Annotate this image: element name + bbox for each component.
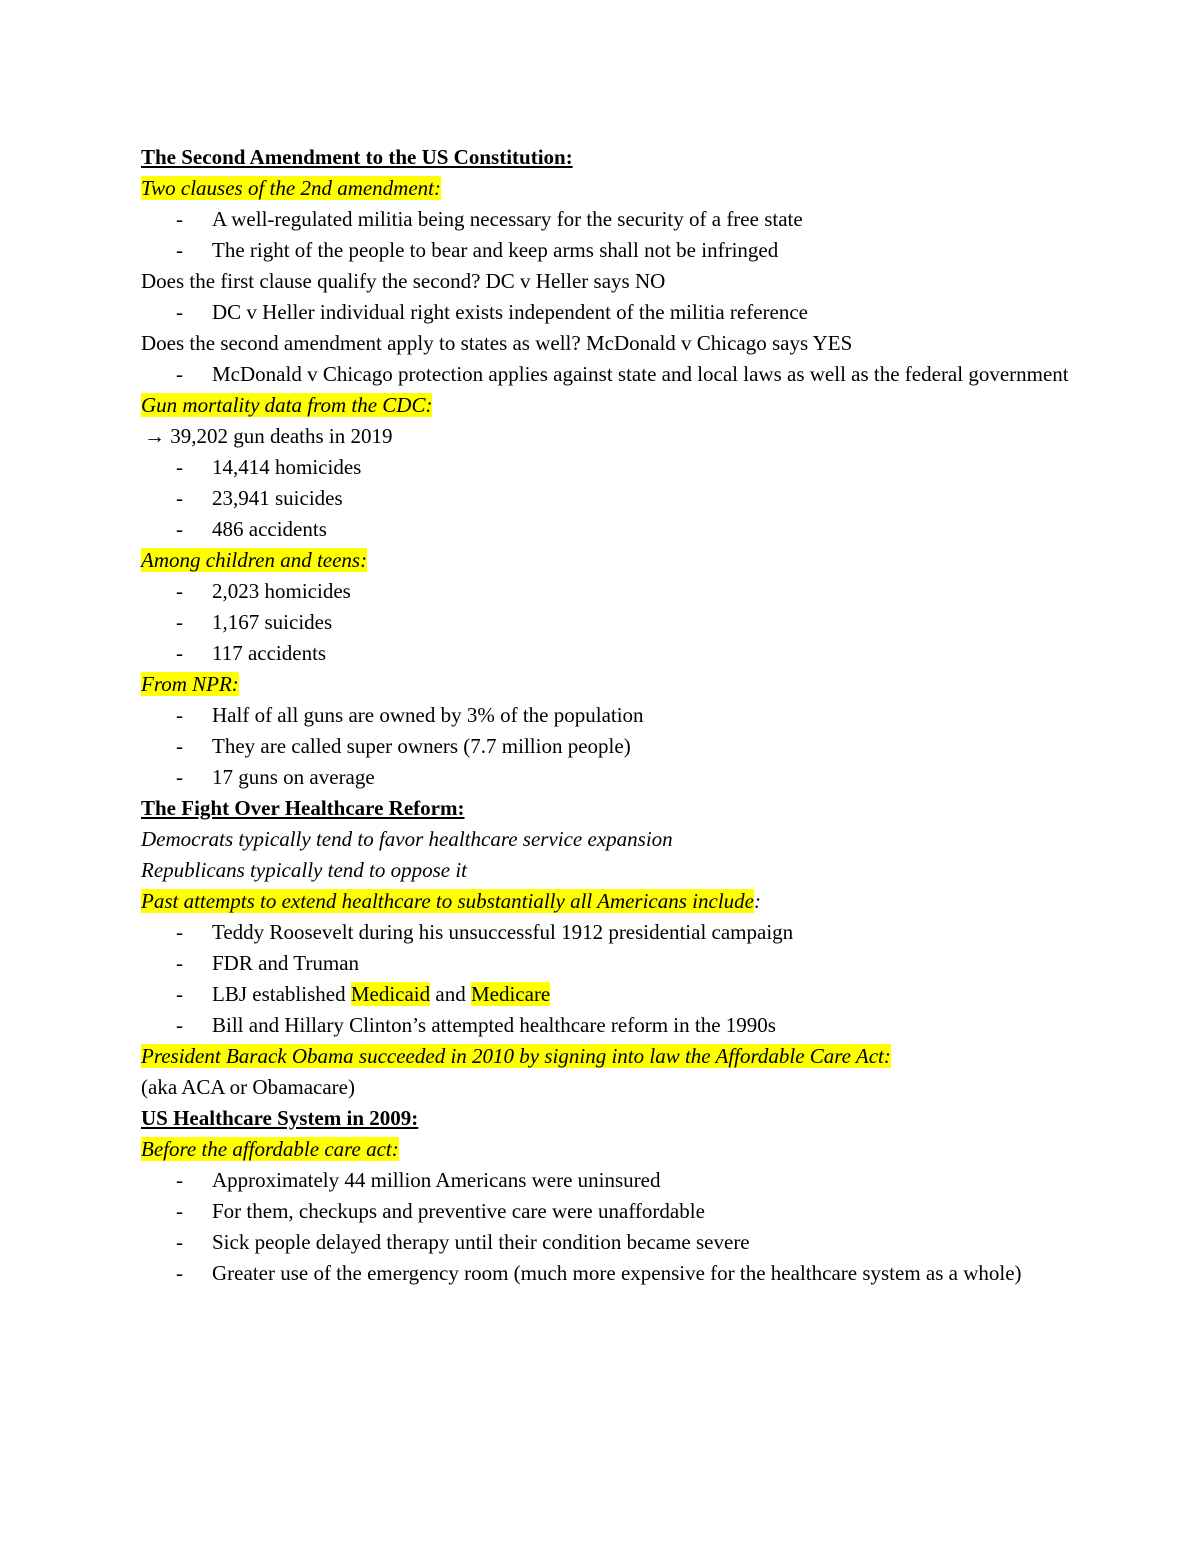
list-item <box>141 917 1101 948</box>
list-item <box>141 576 1101 607</box>
section-heading-second-amendment: The Second Amendment to the US Constitution: <box>141 145 573 169</box>
cdc-total: → 39,202 gun deaths in 2019 <box>144 424 393 448</box>
democrats-line: Democrats typically tend to favor healthcare service expansion <box>141 827 673 851</box>
bullet-dash: - <box>176 455 183 479</box>
bullet-dash: - <box>176 703 183 727</box>
question-first-clause: Does the first clause qualify the second? DC v Heller says NO <box>141 269 666 293</box>
list-item-text: Teddy Roosevelt during his unsuccessful 1912 presidential campaign <box>212 920 794 944</box>
list-item <box>141 359 1101 390</box>
obama-line: President Barack Obama succeeded in 2010 by signing into law the Affordable Care Act: <box>141 1044 891 1068</box>
list-item-text: 117 accidents <box>212 641 327 665</box>
past-attempts-colon: : <box>754 889 761 913</box>
children-label: Among children and teens: <box>141 548 368 572</box>
past-attempts-label: Past attempts to extend healthcare to substantially all Americans include <box>141 889 754 913</box>
medicaid-highlight: Medicaid <box>350 982 431 1006</box>
list-item-text: McDonald v Chicago protection applies against state and local laws as well as the federal government <box>212 362 1069 386</box>
list-item-text: 17 guns on average <box>212 765 375 789</box>
list-item <box>141 1010 1101 1041</box>
cdc-label: Gun mortality data from the CDC: <box>141 393 433 417</box>
lbj-and: and <box>430 982 471 1006</box>
list-item-text: Greater use of the emergency room (much more expensive for the healthcare system as a whole) <box>212 1261 1022 1285</box>
list-item-text: Approximately 44 million Americans were uninsured <box>212 1168 661 1192</box>
past-attempts-line <box>141 886 1101 917</box>
list-item-text: A well-regulated militia being necessary for the security of a free state <box>212 207 803 231</box>
bullet-dash: - <box>176 1199 183 1223</box>
list-item <box>141 204 1101 235</box>
bullet-dash: - <box>176 517 183 541</box>
list-item <box>141 1165 1101 1196</box>
list-item <box>141 483 1101 514</box>
list-item <box>141 452 1101 483</box>
clauses-label: Two clauses of the 2nd amendment: <box>141 176 441 200</box>
bullet-dash: - <box>176 1013 183 1037</box>
medicare-highlight: Medicare <box>470 982 551 1006</box>
list-item-text: 14,414 homicides <box>212 455 362 479</box>
bullet-dash: - <box>176 207 183 231</box>
list-item <box>141 235 1101 266</box>
bullet-dash: - <box>176 1261 183 1285</box>
bullet-dash: - <box>176 1230 183 1254</box>
question-states: Does the second amendment apply to states as well? McDonald v Chicago says YES <box>141 331 853 355</box>
section-heading-healthcare: The Fight Over Healthcare Reform: <box>141 796 465 820</box>
list-item-text: 486 accidents <box>212 517 327 541</box>
list-item <box>141 514 1101 545</box>
lbj-prefix: LBJ established <box>212 982 351 1006</box>
list-item-text: The right of the people to bear and keep arms shall not be infringed <box>212 238 779 262</box>
bullet-dash: - <box>176 765 183 789</box>
list-item-text: They are called super owners (7.7 million people) <box>212 734 631 758</box>
section-heading-system-2009: US Healthcare System in 2009: <box>141 1106 419 1130</box>
list-item <box>141 1227 1101 1258</box>
list-item <box>141 762 1101 793</box>
list-item <box>141 948 1101 979</box>
bullet-dash: - <box>176 982 183 1006</box>
bullet-dash: - <box>176 579 183 603</box>
list-item <box>141 638 1101 669</box>
bullet-dash: - <box>176 238 183 262</box>
list-item-text: Bill and Hillary Clinton’s attempted healthcare reform in the 1990s <box>212 1013 776 1037</box>
list-item-text: Sick people delayed therapy until their condition became severe <box>212 1230 750 1254</box>
bullet-dash: - <box>176 734 183 758</box>
document-page <box>141 142 1101 1289</box>
npr-label: From NPR: <box>141 672 239 696</box>
list-item-text: 23,941 suicides <box>212 486 343 510</box>
list-item <box>141 731 1101 762</box>
list-item <box>141 979 1101 1010</box>
list-item-text: FDR and Truman <box>212 951 360 975</box>
bullet-dash: - <box>176 300 183 324</box>
bullet-dash: - <box>176 951 183 975</box>
bullet-dash: - <box>176 610 183 634</box>
list-item <box>141 1258 1101 1289</box>
bullet-dash: - <box>176 362 183 386</box>
list-item-text: 1,167 suicides <box>212 610 333 634</box>
list-item <box>141 1196 1101 1227</box>
list-item-text-lbj <box>212 979 1072 1010</box>
bullet-dash: - <box>176 641 183 665</box>
bullet-dash: - <box>176 1168 183 1192</box>
list-item-text: 2,023 homicides <box>212 579 351 603</box>
aka-line: (aka ACA or Obamacare) <box>141 1075 355 1099</box>
republicans-line: Republicans typically tend to oppose it <box>141 858 468 882</box>
list-item <box>141 700 1101 731</box>
bullet-dash: - <box>176 486 183 510</box>
list-item-text: For them, checkups and preventive care were unaffordable <box>212 1199 705 1223</box>
list-item <box>141 607 1101 638</box>
list-item-text: DC v Heller individual right exists independent of the militia reference <box>212 300 808 324</box>
before-aca-label: Before the affordable care act: <box>141 1137 399 1161</box>
list-item-text: Half of all guns are owned by 3% of the population <box>212 703 644 727</box>
bullet-dash: - <box>176 920 183 944</box>
list-item <box>141 297 1101 328</box>
